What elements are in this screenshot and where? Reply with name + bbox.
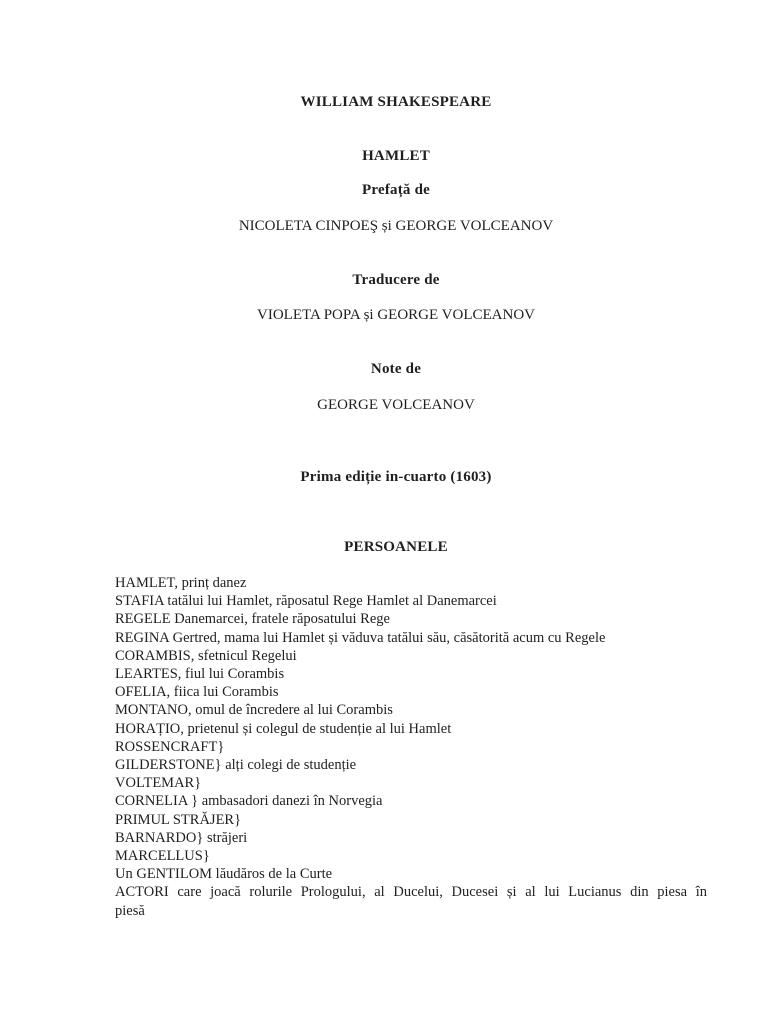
cast-entry: piesă: [115, 902, 145, 919]
cast-entry: OFELIA, fiica lui Corambis: [115, 684, 279, 701]
cast-entry: MARCELLUS}: [115, 848, 210, 865]
cast-entry: BARNARDO} străjeri: [115, 829, 248, 846]
edition-title: Prima ediție in-cuarto (1603): [300, 469, 492, 485]
cast-list: [115, 574, 707, 920]
preface-authors: NICOLETA CINPOEŞ și GEORGE VOLCEANOV: [238, 218, 554, 234]
cast-entry: REGINA Gertred, mama lui Hamlet și văduva tatălui său, căsătorită acum cu Regele: [115, 629, 606, 646]
translators: VIOLETA POPA și GEORGE VOLCEANOV: [257, 307, 535, 323]
cast-entry: Un GENTILOM lăudăros de la Curte: [115, 866, 333, 883]
cast-entry: REGELE Danemarcei, fratele răposatului Rege: [115, 611, 390, 628]
cast-heading: PERSOANELE: [344, 539, 448, 555]
cast-entry: MONTANO, omul de încredere al lui Corambis: [115, 702, 393, 719]
cast-entry: HAMLET, prinț danez: [115, 575, 247, 591]
cast-entry: HORAȚIO, prietenul și colegul de studenție al lui Hamlet: [115, 720, 452, 737]
notes-label: Note de: [370, 361, 422, 377]
cast-entry: LEARTES, fiul lui Corambis: [115, 666, 285, 683]
cast-entry: CORNELIA } ambasadori danezi în Norvegia: [115, 793, 383, 810]
cast-entry: CORAMBIS, sfetnicul Regelui: [115, 647, 297, 664]
cast-entry: STAFIA tatălui lui Hamlet, răposatul Rege Hamlet al Danemarcei: [115, 593, 497, 610]
cast-entry: GILDERSTONE} alți colegi de studenție: [115, 757, 357, 774]
cast-entry: ROSSENCRAFT}: [115, 738, 225, 755]
cast-entry: VOLTEMAR}: [115, 775, 202, 792]
cast-entry: PRIMUL STRĂJER}: [115, 811, 242, 828]
cast-entry: ACTORI care joacă rolurile Prologului, al Ducelui, Ducesei și al lui Lucianus din piesa în: [115, 884, 707, 901]
translation-label: Traducere de: [352, 272, 440, 288]
author-name: WILLIAM SHAKESPEARE: [300, 94, 492, 110]
notes-author: GEORGE VOLCEANOV: [317, 397, 475, 413]
book-title: HAMLET: [362, 148, 430, 164]
preface-label: Prefață de: [362, 182, 430, 198]
